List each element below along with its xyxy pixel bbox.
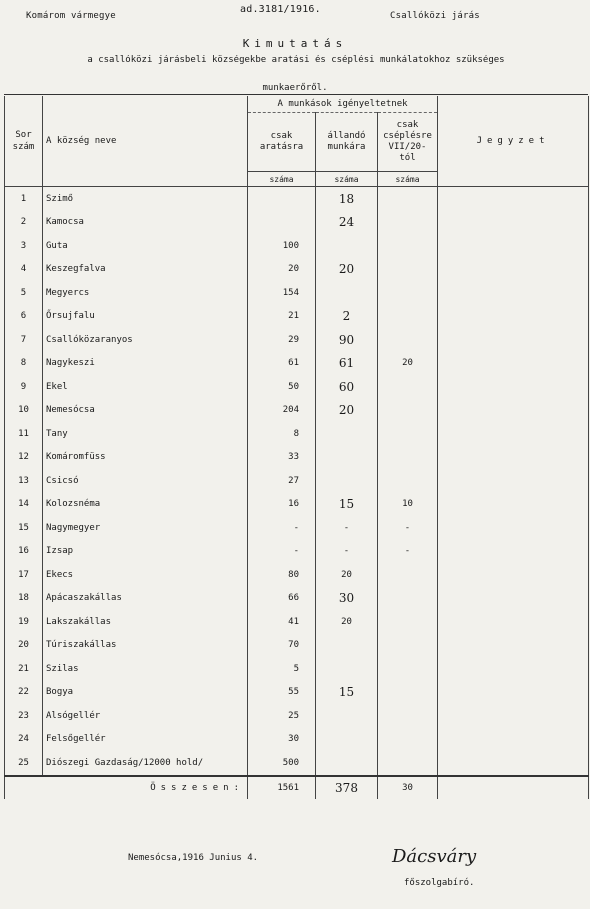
notes-cell [438,681,589,705]
notes-cell [438,728,589,752]
permanent-count: 90 [316,328,378,352]
threshing-count [378,610,438,634]
notes-cell [438,493,589,517]
village-name: Keszegfalva [43,258,248,282]
notes-cell [438,751,589,776]
row-number: 24 [5,728,43,752]
harvest-count: 8 [248,422,316,446]
village-name: Alsógellér [43,704,248,728]
harvest-count: 27 [248,469,316,493]
permanent-count: 2 [316,305,378,329]
table-row [5,728,589,752]
threshing-count [378,563,438,587]
village-name: Felsőgellér [43,728,248,752]
notes-cell [438,446,589,470]
threshing-count [378,728,438,752]
village-name: Tany [43,422,248,446]
threshing-count [378,211,438,235]
table-row [5,352,589,376]
row-number: 22 [5,681,43,705]
table-row [5,422,589,446]
harvest-count: 33 [248,446,316,470]
document-subtitle: a csallóközi járásbeli községekbe aratási és cséplési munkálatokhoz szükséges [87,55,505,65]
notes-cell [438,657,589,681]
harvest-count: - [248,540,316,564]
threshing-count: 10 [378,493,438,517]
notes-cell [438,187,589,211]
table-row [5,540,589,564]
document-subtitle-cont: munkaerőről. [262,83,328,93]
row-number: 1 [5,187,43,211]
village-name: Lakszakállas [43,610,248,634]
village-name: Komáromfüss [43,446,248,470]
table-row [5,587,589,611]
threshing-count [378,234,438,258]
col-header-sor: Sor szám [5,96,43,187]
row-number: 20 [5,634,43,658]
village-name: Bogya [43,681,248,705]
village-name: Csallóközaranyos [43,328,248,352]
threshing-count [378,751,438,776]
table-row [5,234,589,258]
threshing-count [378,587,438,611]
notes-cell [438,211,589,235]
harvest-count: 500 [248,751,316,776]
total-harvest: 1561 [248,776,316,799]
threshing-count [378,657,438,681]
threshing-count [378,375,438,399]
permanent-count [316,728,378,752]
threshing-count: - [378,540,438,564]
notes-cell [438,281,589,305]
row-number: 8 [5,352,43,376]
labor-table [4,96,589,799]
row-number: 16 [5,540,43,564]
harvest-count: 55 [248,681,316,705]
signatory-role: főszolgabíró. [404,878,475,888]
harvest-count: 100 [248,234,316,258]
harvest-count: 80 [248,563,316,587]
col-header-harvest: csak aratásra [248,113,316,172]
table-row [5,610,589,634]
row-number: 25 [5,751,43,776]
harvest-count [248,211,316,235]
notes-cell [438,375,589,399]
harvest-count: 154 [248,281,316,305]
col-header-notes: Jegyzet [438,96,589,187]
threshing-count [378,258,438,282]
harvest-count: 61 [248,352,316,376]
col-header-threshing: csak cséplésre VII/20-tól [378,113,438,172]
notes-cell [438,469,589,493]
total-row [5,776,589,799]
threshing-count [378,422,438,446]
village-name: Nagykeszi [43,352,248,376]
row-number: 13 [5,469,43,493]
notes-cell [438,258,589,282]
table-row [5,563,589,587]
harvest-count: 30 [248,728,316,752]
threshing-count [378,446,438,470]
row-number: 11 [5,422,43,446]
village-name: Szimő [43,187,248,211]
harvest-count: 41 [248,610,316,634]
notes-cell [438,587,589,611]
table-row [5,751,589,776]
col-header-group: A munkások igényeltetnek [248,96,438,113]
table-row [5,493,589,517]
notes-cell [438,610,589,634]
signature: Dácsváry [392,846,477,867]
notes-cell [438,634,589,658]
notes-cell [438,352,589,376]
village-name: Guta [43,234,248,258]
threshing-count [378,305,438,329]
total-threshing: 30 [378,776,438,799]
row-number: 19 [5,610,43,634]
permanent-count: 20 [316,610,378,634]
permanent-count [316,634,378,658]
table-row [5,704,589,728]
table-row [5,187,589,211]
notes-cell [438,399,589,423]
permanent-count: - [316,540,378,564]
notes-cell [438,704,589,728]
harvest-count [248,187,316,211]
table-row [5,305,589,329]
threshing-count [378,187,438,211]
unit-label: száma [378,172,438,187]
threshing-count: 20 [378,352,438,376]
row-number: 4 [5,258,43,282]
table-row [5,516,589,540]
permanent-count: - [316,516,378,540]
row-number: 17 [5,563,43,587]
village-name: Apácaszakállas [43,587,248,611]
harvest-count: 25 [248,704,316,728]
village-name: Túriszakállas [43,634,248,658]
permanent-count: 24 [316,211,378,235]
harvest-count: 70 [248,634,316,658]
permanent-count [316,422,378,446]
table-row [5,211,589,235]
notes-cell [438,328,589,352]
district-header: Csallóközi járás [390,11,480,21]
row-number: 9 [5,375,43,399]
notes-cell [438,516,589,540]
harvest-count: 16 [248,493,316,517]
permanent-count: 15 [316,681,378,705]
permanent-count [316,751,378,776]
permanent-count [316,704,378,728]
village-name: Őrsujfalu [43,305,248,329]
threshing-count [378,328,438,352]
notes-cell [438,305,589,329]
village-name: Ekel [43,375,248,399]
reference-number: ad.3181/1916. [240,4,321,15]
threshing-count [378,399,438,423]
place-date: Nemesócsa,1916 Junius 4. [128,853,259,863]
table-body [5,187,589,776]
village-name: Nemesócsa [43,399,248,423]
row-number: 10 [5,399,43,423]
table-row [5,634,589,658]
village-name: Nagymegyer [43,516,248,540]
row-number: 21 [5,657,43,681]
threshing-count [378,469,438,493]
notes-cell [438,422,589,446]
table-row [5,657,589,681]
village-name: Csicsó [43,469,248,493]
village-name: Megyercs [43,281,248,305]
permanent-count [316,469,378,493]
row-number: 2 [5,211,43,235]
permanent-count [316,234,378,258]
permanent-count [316,657,378,681]
harvest-count: 5 [248,657,316,681]
table-row [5,399,589,423]
permanent-count: 20 [316,563,378,587]
row-number: 18 [5,587,43,611]
total-notes [438,776,589,799]
table-row [5,446,589,470]
permanent-count [316,446,378,470]
harvest-count: 50 [248,375,316,399]
row-number: 7 [5,328,43,352]
table-row [5,681,589,705]
row-number: 5 [5,281,43,305]
threshing-count: - [378,516,438,540]
table-row [5,328,589,352]
row-number: 3 [5,234,43,258]
unit-label: száma [248,172,316,187]
permanent-count: 15 [316,493,378,517]
total-permanent: 378 [316,776,378,799]
notes-cell [438,234,589,258]
village-name: Kolozsnéma [43,493,248,517]
village-name: Izsap [43,540,248,564]
threshing-count [378,704,438,728]
harvest-count: 20 [248,258,316,282]
col-header-permanent: állandó munkára [316,113,378,172]
row-number: 15 [5,516,43,540]
threshing-count [378,281,438,305]
notes-cell [438,540,589,564]
permanent-count: 30 [316,587,378,611]
permanent-count: 61 [316,352,378,376]
threshing-count [378,634,438,658]
table-row [5,469,589,493]
county-header: Komárom vármegye [26,11,116,21]
harvest-count: - [248,516,316,540]
village-name: Diószegi Gazdaság/12000 hold/ [43,751,248,776]
table-row [5,375,589,399]
row-number: 6 [5,305,43,329]
permanent-count: 20 [316,399,378,423]
harvest-count: 66 [248,587,316,611]
top-rule [4,94,588,95]
village-name: Ekecs [43,563,248,587]
total-label: Összesen: [5,776,248,799]
permanent-count: 60 [316,375,378,399]
permanent-count: 20 [316,258,378,282]
document-title: Kimutatás [242,37,348,50]
threshing-count [378,681,438,705]
col-header-name: A község neve [43,96,248,187]
notes-cell [438,563,589,587]
row-number: 12 [5,446,43,470]
table-row [5,258,589,282]
permanent-count: 18 [316,187,378,211]
harvest-count: 21 [248,305,316,329]
harvest-count: 29 [248,328,316,352]
table-row [5,281,589,305]
village-name: Kamocsa [43,211,248,235]
unit-label: száma [316,172,378,187]
row-number: 23 [5,704,43,728]
row-number: 14 [5,493,43,517]
village-name: Szilas [43,657,248,681]
permanent-count [316,281,378,305]
harvest-count: 204 [248,399,316,423]
